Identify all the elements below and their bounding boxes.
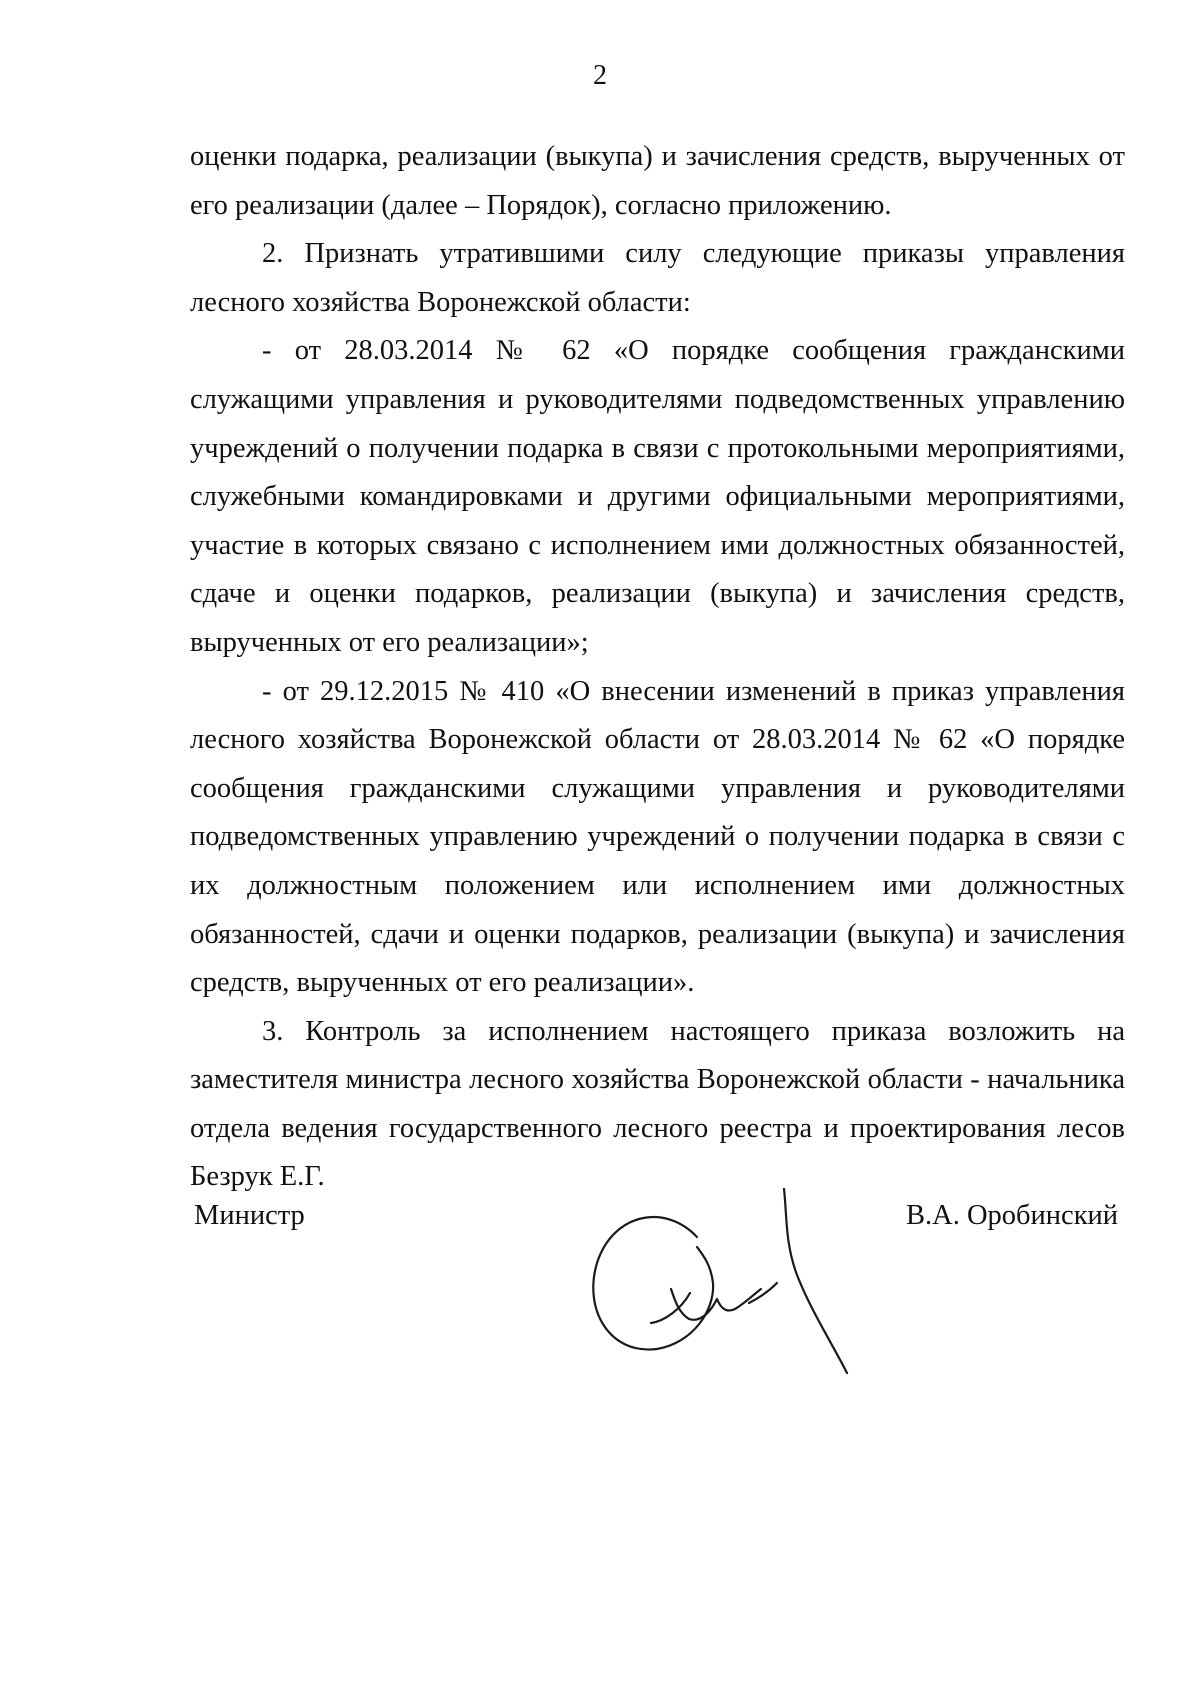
signature-tail-stroke [749,1283,777,1303]
signatory-name: В.А. Оробинский [906,1200,1119,1231]
handwritten-signature [585,1185,895,1380]
paragraph-order-410: - от 29.12.2015 № 410 «О внесении изменений в приказ управления лесного хозяйства Воронежской области от 28.03.2014 № 62 «О порядке сообщения гражданскими служащими управления и руководителями подведомственных управлению учреждений о получении подарка в связи с их должностным положением или исполнением ими должностных обязанностей, сдачи и оценки подарков, реализации (выкупа) и зачисления средств, вырученных от его реализации». [190,675,1125,999]
signature-loop-stroke [593,1217,713,1349]
paragraph-item-3: 3. Контроль за исполнением настоящего приказа возложить на заместителя министра лесного хозяйства Воронежской области - начальника отдела ведения государственного лесного реестра и проектирования лесов Безрук Е.Г. [190,1015,1125,1193]
page-number: 2 [593,60,607,91]
document-body [190,133,1125,1202]
signatory-title: Министр [194,1200,305,1231]
signature-scribble-stroke [651,1289,761,1323]
paragraph-continuation: оценки подарка, реализации (выкупа) и зачисления средств, вырученных от его реализации (далее – Порядок), согласно приложению. [190,141,1125,221]
paragraph-order-62: - от 28.03.2014 № 62 «О порядке сообщения гражданскими служащими управления и руководителями подведомственных управлению учреждений о получении подарка в связи с протокольными мероприятиями, служебными командировками и другими официальными мероприятиями, участие в которых связано с исполнением ими должностных обязанностей, сдаче и оценки подарков, реализации (выкупа) и зачисления средств, вырученных от его реализации»; [190,335,1125,658]
paragraph-item-2: 2. Признать утратившими силу следующие приказы управления лесного хозяйства Воронежской области: [190,238,1125,318]
signature-sweep-stroke [784,1189,847,1373]
